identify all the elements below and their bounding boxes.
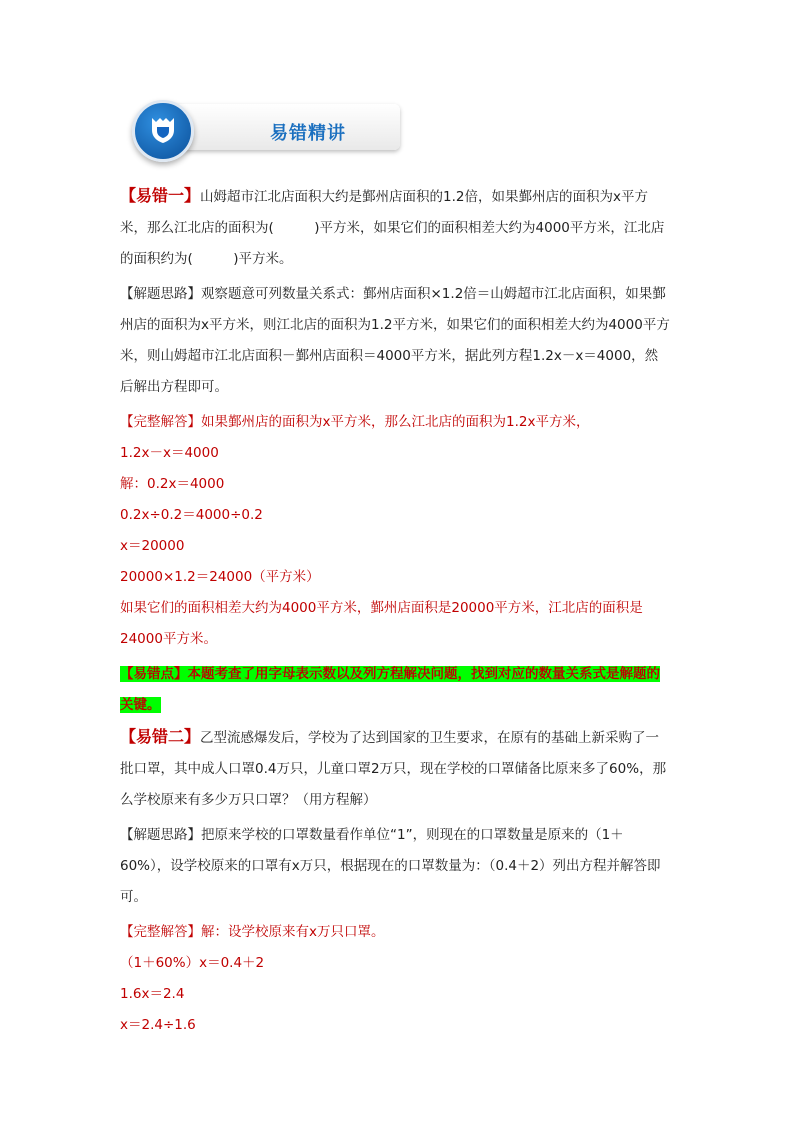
problem-2-thinking: 【解题思路】把原来学校的口罩数量看作单位“1”，则现在的口罩数量是原来的（1＋60%），设学校原来的口罩有x万只，根据现在的口罩数量为：（0.4＋2）列出方程并解答即可。 (120, 827, 661, 905)
problem-1-question: 【易错一】山姆超市江北店面积大约是鄞州店面积的1.2倍，如果鄞州店的面积为x平方米，那么江北店的面积为( )平方米，如果它们的面积相差大约为4000平方米，江北店的面积约为( )平方米。 (120, 186, 665, 267)
section-header (120, 100, 402, 158)
key-point-highlight: 【易错点】本题考查了用字母表示数以及列方程解决问题，找到对应的数量关系式是解题的关键。 (120, 666, 660, 713)
problem-1-key-point (120, 659, 670, 721)
shield-icon (132, 100, 194, 162)
problem-2-label: 【易错二】 (120, 727, 201, 746)
problem-1-step: 0.2x÷0.2＝4000÷0.2 (120, 507, 263, 523)
problem-1-answer-intro: 【完整解答】如果鄞州店的面积为x平方米，那么江北店的面积为1.2x平方米， (120, 414, 590, 430)
problem-2-step: （1＋60%）x＝0.4＋2 (120, 955, 265, 971)
problem-2-step: x＝2.4÷1.6 (120, 1017, 196, 1033)
problem-1-step: x＝20000 (120, 538, 185, 554)
problem-1-step: 解：0.2x＝4000 (120, 476, 225, 492)
section-title: 易错精讲 (270, 123, 346, 144)
problem-1-label: 【易错一】 (120, 186, 201, 205)
document-content (120, 180, 670, 1041)
problem-1-conclusion: 如果它们的面积相差大约为4000平方米，鄞州店面积是20000平方米，江北店的面积是24000平方米。 (120, 600, 643, 647)
problem-2-question: 【易错二】乙型流感爆发后，学校为了达到国家的卫生要求，在原有的基础上新采购了一批口罩，其中成人口罩0.4万只，儿童口罩2万只，现在学校的口罩储备比原来多了60%，那么学校原来有多少万只口罩？（用方程解） (120, 727, 667, 808)
problem-2-answer-intro: 【完整解答】解：设学校原来有x万只口罩。 (120, 924, 385, 940)
problem-1-step: 20000×1.2＝24000（平方米） (120, 569, 320, 585)
problem-1-step: 1.2x－x＝4000 (120, 445, 219, 461)
problem-1-thinking: 【解题思路】观察题意可列数量关系式：鄞州店面积×1.2倍＝山姆超市江北店面积，如果鄞州店的面积为x平方米，则江北店的面积为1.2平方米，如果它们的面积相差大约为4000平方米，则山姆超市江北店面积－鄞州店面积＝4000平方米，据此列方程1.2x－x＝4000，然后解出方程即可。 (120, 286, 670, 395)
problem-2-step: 1.6x＝2.4 (120, 986, 185, 1002)
